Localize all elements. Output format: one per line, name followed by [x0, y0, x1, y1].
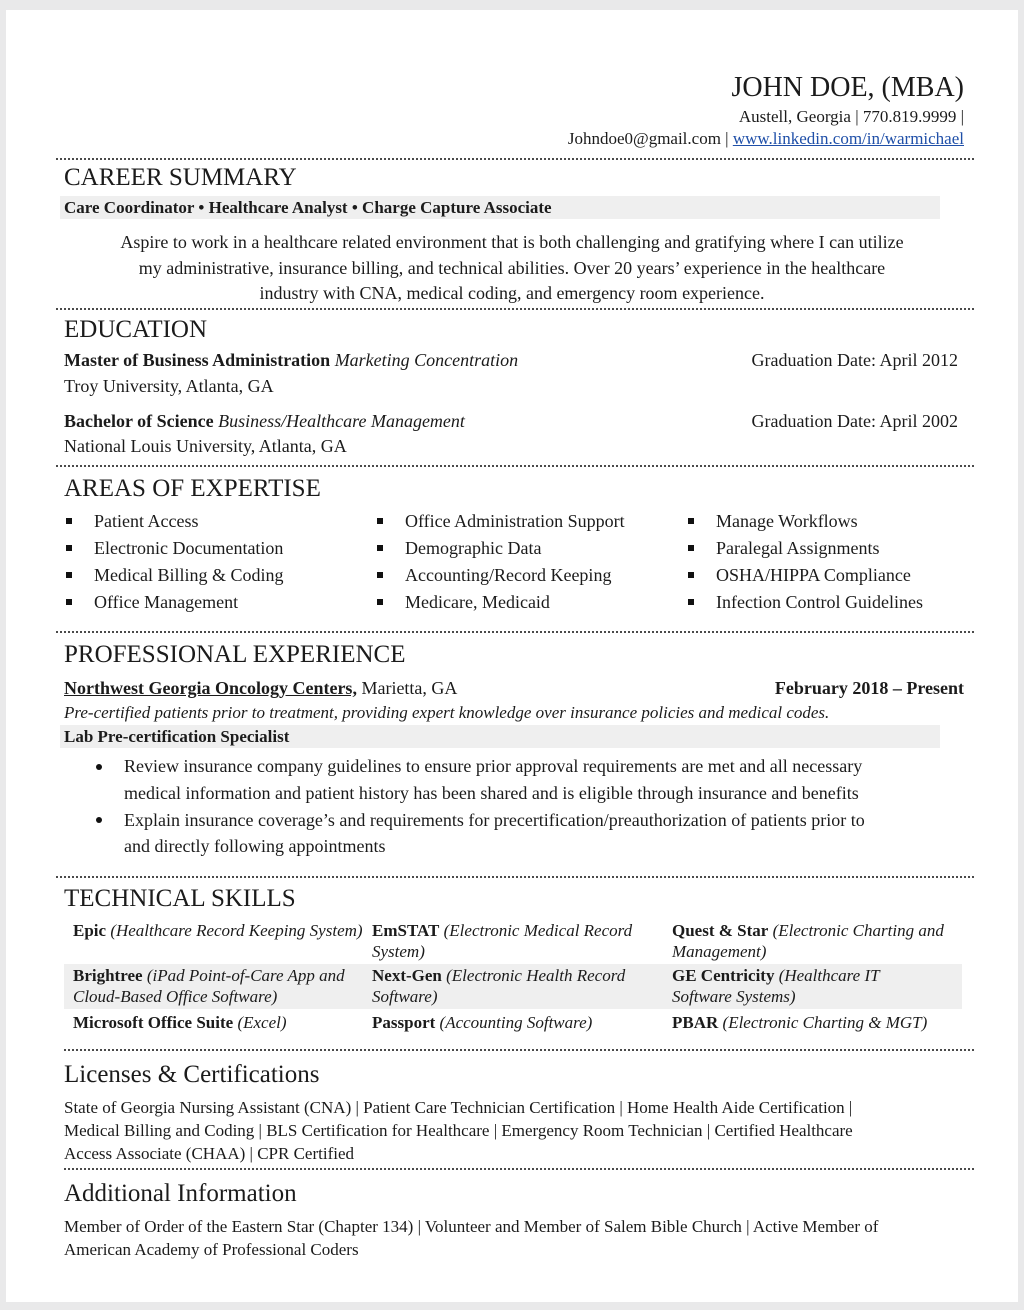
- role-title: Lab Pre-certification Specialist: [64, 727, 290, 746]
- school-1: Troy University, Atlanta, GA: [64, 376, 274, 396]
- section-heading-expertise: AREAS OF EXPERTISE: [64, 475, 321, 502]
- skill-cell: [73, 965, 363, 1007]
- expertise-item: Paralegal Assignments: [716, 538, 880, 558]
- section-heading-technical-skills: TECHNICAL SKILLS: [64, 885, 296, 912]
- skill-name: Brightree: [73, 966, 143, 985]
- additional-line-2: American Academy of Professional Coders: [64, 1240, 359, 1259]
- square-bullet-icon: [66, 518, 72, 524]
- expertise-item: Office Administration Support: [405, 511, 625, 531]
- skill-name: Epic: [73, 921, 107, 940]
- skill-desc: (Healthcare IT Software Systems): [672, 966, 880, 1006]
- square-bullet-icon: [688, 599, 694, 605]
- section-heading-additional: Additional Information: [64, 1180, 297, 1207]
- bullet-icon: [96, 817, 102, 823]
- section-heading-education: EDUCATION: [64, 316, 208, 343]
- experience-bullet-1-line-2: medical information and patient history has been shared and is eligible through insurance and benefits: [124, 783, 859, 803]
- expertise-item: Medical Billing & Coding: [94, 565, 284, 585]
- licenses-line-3: Access Associate (CHAA) | CPR Certified: [64, 1144, 354, 1163]
- expertise-item: Infection Control Guidelines: [716, 592, 923, 612]
- linkedin-link[interactable]: www.linkedin.com/in/warmichael: [732, 129, 964, 148]
- education-degree-2: [64, 411, 465, 432]
- email-text: Johndoe0@gmail.com |: [567, 129, 729, 148]
- skill-name: Passport: [372, 1013, 436, 1032]
- skill-name: Next-Gen: [372, 966, 442, 985]
- square-bullet-icon: [688, 572, 694, 578]
- divider: [56, 158, 974, 160]
- experience-bullet-2-line-1: Explain insurance coverage’s and requirements for precertification/preauthorization of patients prior to: [124, 810, 865, 830]
- graduation-date-1: Graduation Date: April 2012: [751, 350, 958, 370]
- experience-bullet-1-line-1: Review insurance company guidelines to ensure prior approval requirements are met and all necessary: [124, 756, 863, 776]
- divider: [56, 876, 974, 878]
- skill-name: Quest & Star: [672, 921, 769, 940]
- employer-summary: Pre-certified patients prior to treatment, providing expert knowledge over insurance policies and medical codes.: [64, 703, 830, 722]
- skill-cell: [672, 920, 962, 962]
- square-bullet-icon: [688, 518, 694, 524]
- additional-line-1: Member of Order of the Eastern Star (Chapter 134) | Volunteer and Member of Salem Bible Church | Active Member of: [64, 1217, 879, 1236]
- skill-name: EmSTAT: [372, 921, 440, 940]
- expertise-item: Electronic Documentation: [94, 538, 284, 558]
- summary-line-2: my administrative, insurance billing, and technical abilities. Over 20 years’ experience in the healthcare: [138, 258, 886, 278]
- degree-name: Bachelor of Science: [64, 411, 214, 431]
- location-phone: Austell, Georgia | 770.819.9999 |: [738, 107, 964, 126]
- square-bullet-icon: [66, 572, 72, 578]
- section-heading-experience: PROFESSIONAL EXPERIENCE: [64, 641, 406, 668]
- candidate-name: JOHN DOE, (MBA): [731, 72, 964, 103]
- skill-desc: (Electronic Health Record Software): [372, 966, 626, 1006]
- skill-desc: (Accounting Software): [439, 1013, 593, 1032]
- section-heading-career-summary: CAREER SUMMARY: [64, 164, 297, 191]
- skill-cell: [372, 965, 662, 1007]
- divider: [56, 631, 974, 633]
- expertise-item: Patient Access: [94, 511, 199, 531]
- degree-field: Business/Healthcare Management: [218, 411, 465, 431]
- divider: [56, 465, 974, 467]
- summary-line-1: Aspire to work in a healthcare related environment that is both challenging and gratifying where I can utilize: [120, 232, 904, 252]
- employer-location: Marietta, GA: [361, 678, 458, 698]
- divider: [64, 1168, 974, 1170]
- school-2: National Louis University, Atlanta, GA: [64, 436, 347, 456]
- square-bullet-icon: [66, 545, 72, 551]
- square-bullet-icon: [377, 599, 383, 605]
- career-titles: Care Coordinator • Healthcare Analyst • Charge Capture Associate: [64, 198, 552, 217]
- summary-line-3: industry with CNA, medical coding, and emergency room experience.: [259, 283, 765, 303]
- square-bullet-icon: [377, 545, 383, 551]
- expertise-item: Office Management: [94, 592, 239, 612]
- skill-cell: [672, 965, 922, 1007]
- skill-cell: [73, 920, 363, 941]
- licenses-line-2: Medical Billing and Coding | BLS Certification for Healthcare | Emergency Room Technician | Certified Healthcare: [64, 1121, 853, 1140]
- skill-cell: [372, 920, 662, 962]
- contact-line: [568, 129, 964, 149]
- skill-cell: [73, 1012, 368, 1033]
- square-bullet-icon: [66, 599, 72, 605]
- expertise-item: OSHA/HIPPA Compliance: [716, 565, 911, 585]
- skill-name: PBAR: [672, 1013, 719, 1032]
- section-heading-licenses: Licenses & Certifications: [64, 1061, 320, 1088]
- skill-desc: (iPad Point-of-Care App and Cloud-Based Office Software): [73, 966, 345, 1006]
- skill-cell: [372, 1012, 667, 1033]
- employer-name: Northwest Georgia Oncology Centers,: [64, 678, 357, 698]
- skill-desc: (Healthcare Record Keeping System): [110, 921, 363, 940]
- employment-dates: February 2018 – Present: [774, 678, 964, 698]
- expertise-item: Accounting/Record Keeping: [405, 565, 612, 585]
- expertise-item: Demographic Data: [405, 538, 542, 558]
- square-bullet-icon: [688, 545, 694, 551]
- expertise-item: Manage Workflows: [716, 511, 858, 531]
- employer-line: [64, 678, 457, 699]
- skill-name: GE Centricity: [672, 966, 775, 985]
- divider: [56, 308, 974, 310]
- degree-field: Marketing Concentration: [334, 350, 519, 370]
- skill-desc: (Excel): [237, 1013, 287, 1032]
- skill-name: Microsoft Office Suite: [73, 1013, 234, 1032]
- square-bullet-icon: [377, 518, 383, 524]
- skill-desc: (Electronic Charting and Management): [672, 921, 944, 961]
- degree-name: Master of Business Administration: [64, 350, 331, 370]
- graduation-date-2: Graduation Date: April 2002: [751, 411, 958, 431]
- square-bullet-icon: [377, 572, 383, 578]
- experience-bullet-2-line-2: and directly following appointments: [124, 836, 386, 856]
- resume-page: [6, 10, 1018, 1302]
- education-degree-1: [64, 350, 518, 371]
- divider: [64, 1049, 974, 1051]
- skill-desc: (Electronic Medical Record System): [372, 921, 633, 961]
- expertise-item: Medicare, Medicaid: [405, 592, 550, 612]
- bullet-icon: [96, 764, 102, 770]
- licenses-line-1: State of Georgia Nursing Assistant (CNA) | Patient Care Technician Certification | Home Health Aide Certification |: [64, 1098, 853, 1117]
- skill-desc: (Electronic Charting & MGT): [722, 1013, 928, 1032]
- skill-cell: [672, 1012, 972, 1033]
